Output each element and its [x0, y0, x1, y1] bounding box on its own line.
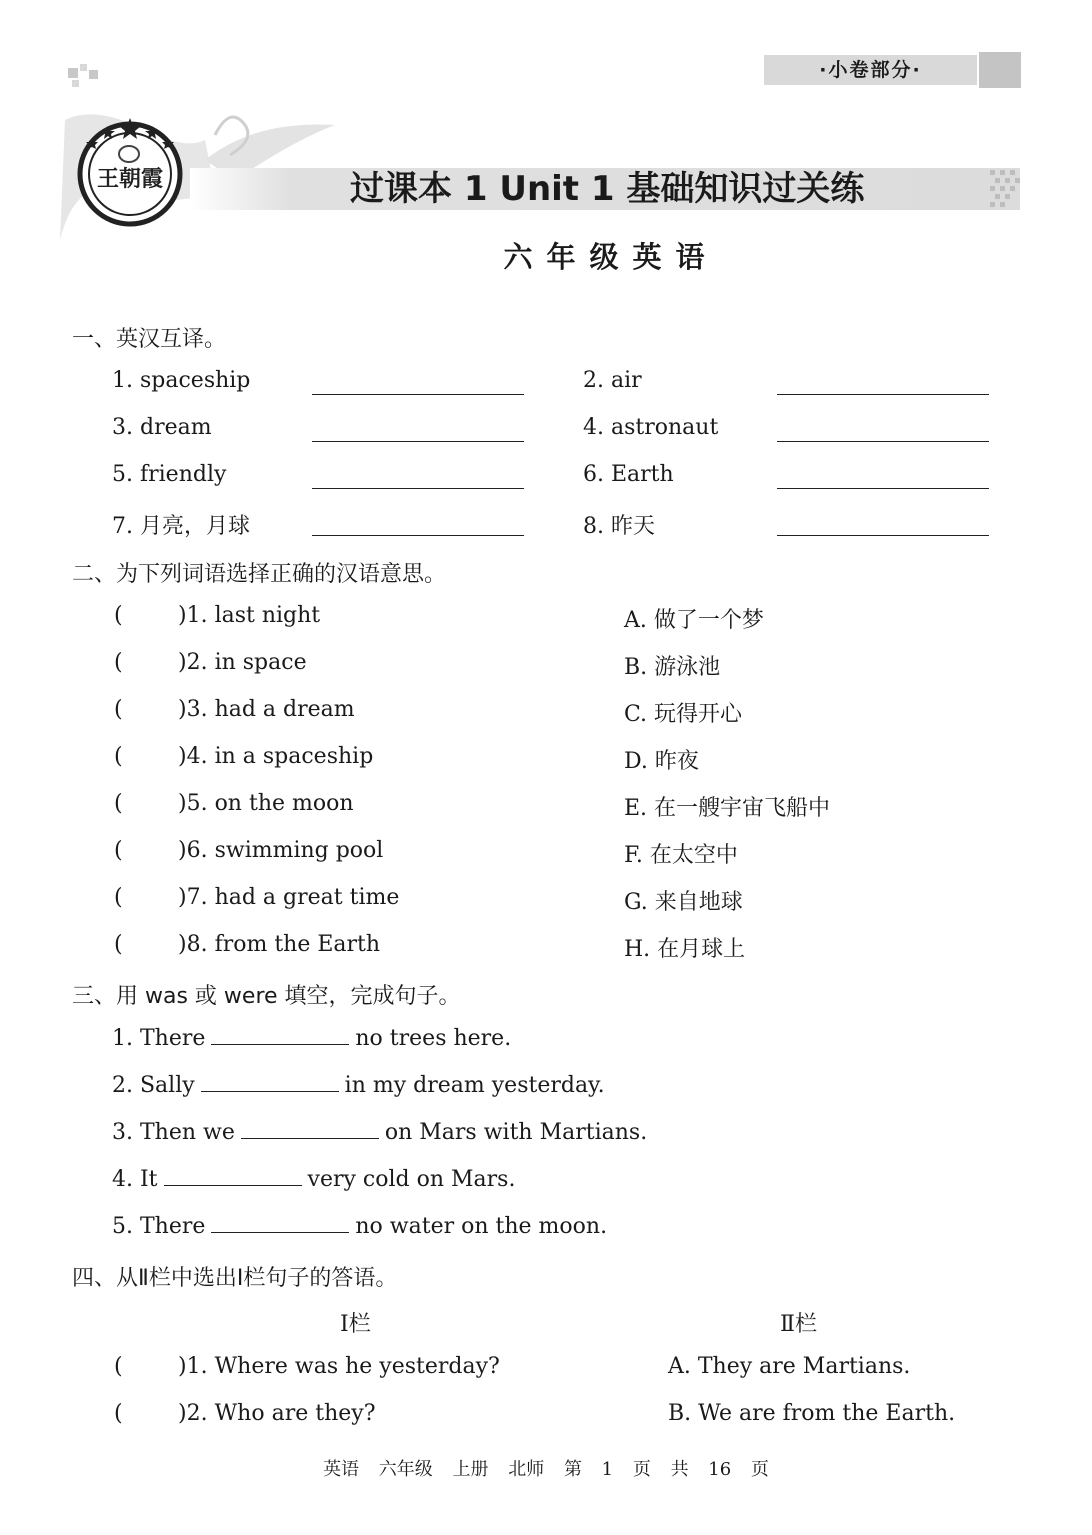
sentence-end: no water on the moon. — [355, 1214, 608, 1239]
logo-text: 王朝霞 — [96, 166, 164, 192]
answer-blank[interactable] — [777, 535, 989, 536]
sentence-start: 1. There — [112, 1026, 206, 1051]
answer-paren[interactable]: ( — [114, 838, 123, 863]
match-option: A. They are Martians. — [668, 1354, 911, 1379]
corner-decoration — [80, 64, 87, 71]
answer-paren[interactable]: ( — [114, 650, 123, 675]
translate-item: 8. 昨天 — [583, 514, 655, 539]
match-option: B. We are from the Earth. — [668, 1401, 956, 1426]
fill-blank[interactable] — [164, 1167, 302, 1186]
column-header-1: Ⅰ栏 — [340, 1312, 371, 1337]
sentence-start: 3. Then we — [112, 1120, 235, 1145]
match-option: F. 在太空中 — [624, 843, 738, 868]
page-footer: 英语 六年级 上册 北师 第 1 页 共 16 页 — [323, 1459, 769, 1480]
answer-blank[interactable] — [312, 535, 524, 536]
fill-sentence — [112, 1026, 511, 1051]
match-question: )1. Where was he yesterday? — [178, 1354, 500, 1379]
translate-item: 4. astronaut — [583, 415, 719, 440]
sentence-start: 4. It — [112, 1167, 158, 1192]
answer-blank[interactable] — [312, 394, 524, 395]
answer-paren[interactable]: ( — [114, 603, 123, 628]
match-question: )7. had a great time — [178, 885, 400, 910]
match-question: )2. Who are they? — [178, 1401, 376, 1426]
fill-sentence — [112, 1167, 515, 1192]
column-header-2: Ⅱ栏 — [780, 1312, 817, 1337]
sentence-start: 2. Sally — [112, 1073, 195, 1098]
answer-paren[interactable]: ( — [114, 1354, 123, 1379]
fill-sentence — [112, 1073, 605, 1098]
sentence-end: no trees here. — [355, 1026, 512, 1051]
match-option: A. 做了一个梦 — [624, 608, 764, 633]
translate-item: 5. friendly — [112, 462, 227, 487]
page-title: 过课本 1 Unit 1 基础知识过关练 — [350, 169, 865, 209]
sentence-end: on Mars with Martians. — [384, 1120, 648, 1145]
corner-decoration — [89, 70, 98, 79]
fill-sentence — [112, 1214, 607, 1239]
section1-heading: 一、英汉互译。 — [72, 327, 227, 352]
match-option: D. 昨夜 — [624, 749, 699, 774]
fill-sentence — [112, 1120, 647, 1145]
answer-paren[interactable]: ( — [114, 885, 123, 910]
fill-blank[interactable] — [211, 1026, 349, 1045]
match-question: )2. in space — [178, 650, 307, 675]
answer-paren[interactable]: ( — [114, 1401, 123, 1426]
corner-decoration — [72, 80, 79, 87]
match-question: )5. on the moon — [178, 791, 354, 816]
answer-paren[interactable]: ( — [114, 744, 123, 769]
sentence-end: in my dream yesterday. — [344, 1073, 605, 1098]
section4-heading: 四、从Ⅱ栏中选出Ⅰ栏句子的答语。 — [72, 1266, 398, 1291]
translate-item: 3. dream — [112, 415, 212, 440]
translate-item: 1. spaceship — [112, 368, 251, 393]
answer-blank[interactable] — [312, 441, 524, 442]
translate-item: 7. 月亮，月球 — [112, 514, 250, 539]
tag-side-block — [979, 52, 1021, 88]
match-question: )4. in a spaceship — [178, 744, 374, 769]
match-question: )6. swimming pool — [178, 838, 384, 863]
sentence-end: very cold on Mars. — [307, 1167, 516, 1192]
answer-blank[interactable] — [777, 441, 989, 442]
section-tag: ·小卷部分· — [764, 55, 977, 85]
match-option: G. 来自地球 — [624, 890, 743, 915]
translate-item: 2. air — [583, 368, 642, 393]
fill-blank[interactable] — [241, 1120, 379, 1139]
page-subtitle: 六年级英语 — [503, 240, 719, 274]
match-option: H. 在月球上 — [624, 937, 746, 962]
answer-blank[interactable] — [777, 394, 989, 395]
translate-item: 6. Earth — [583, 462, 674, 487]
publisher-logo — [74, 116, 186, 228]
match-question: )1. last night — [178, 603, 321, 628]
sentence-start: 5. There — [112, 1214, 206, 1239]
match-question: )3. had a dream — [178, 697, 355, 722]
fill-blank[interactable] — [201, 1073, 339, 1092]
answer-paren[interactable]: ( — [114, 697, 123, 722]
section2-heading: 二、为下列词语选择正确的汉语意思。 — [72, 562, 447, 587]
answer-blank[interactable] — [777, 488, 989, 489]
match-option: B. 游泳池 — [624, 655, 721, 680]
answer-paren[interactable]: ( — [114, 791, 123, 816]
answer-blank[interactable] — [312, 488, 524, 489]
match-question: )8. from the Earth — [178, 932, 381, 957]
section3-heading: 三、用 was 或 were 填空，完成句子。 — [72, 984, 461, 1009]
banner-dots — [988, 166, 1024, 212]
corner-decoration — [68, 68, 78, 78]
fill-blank[interactable] — [211, 1214, 349, 1233]
match-option: E. 在一艘宇宙飞船中 — [624, 796, 831, 821]
answer-paren[interactable]: ( — [114, 932, 123, 957]
match-option: C. 玩得开心 — [624, 702, 743, 727]
